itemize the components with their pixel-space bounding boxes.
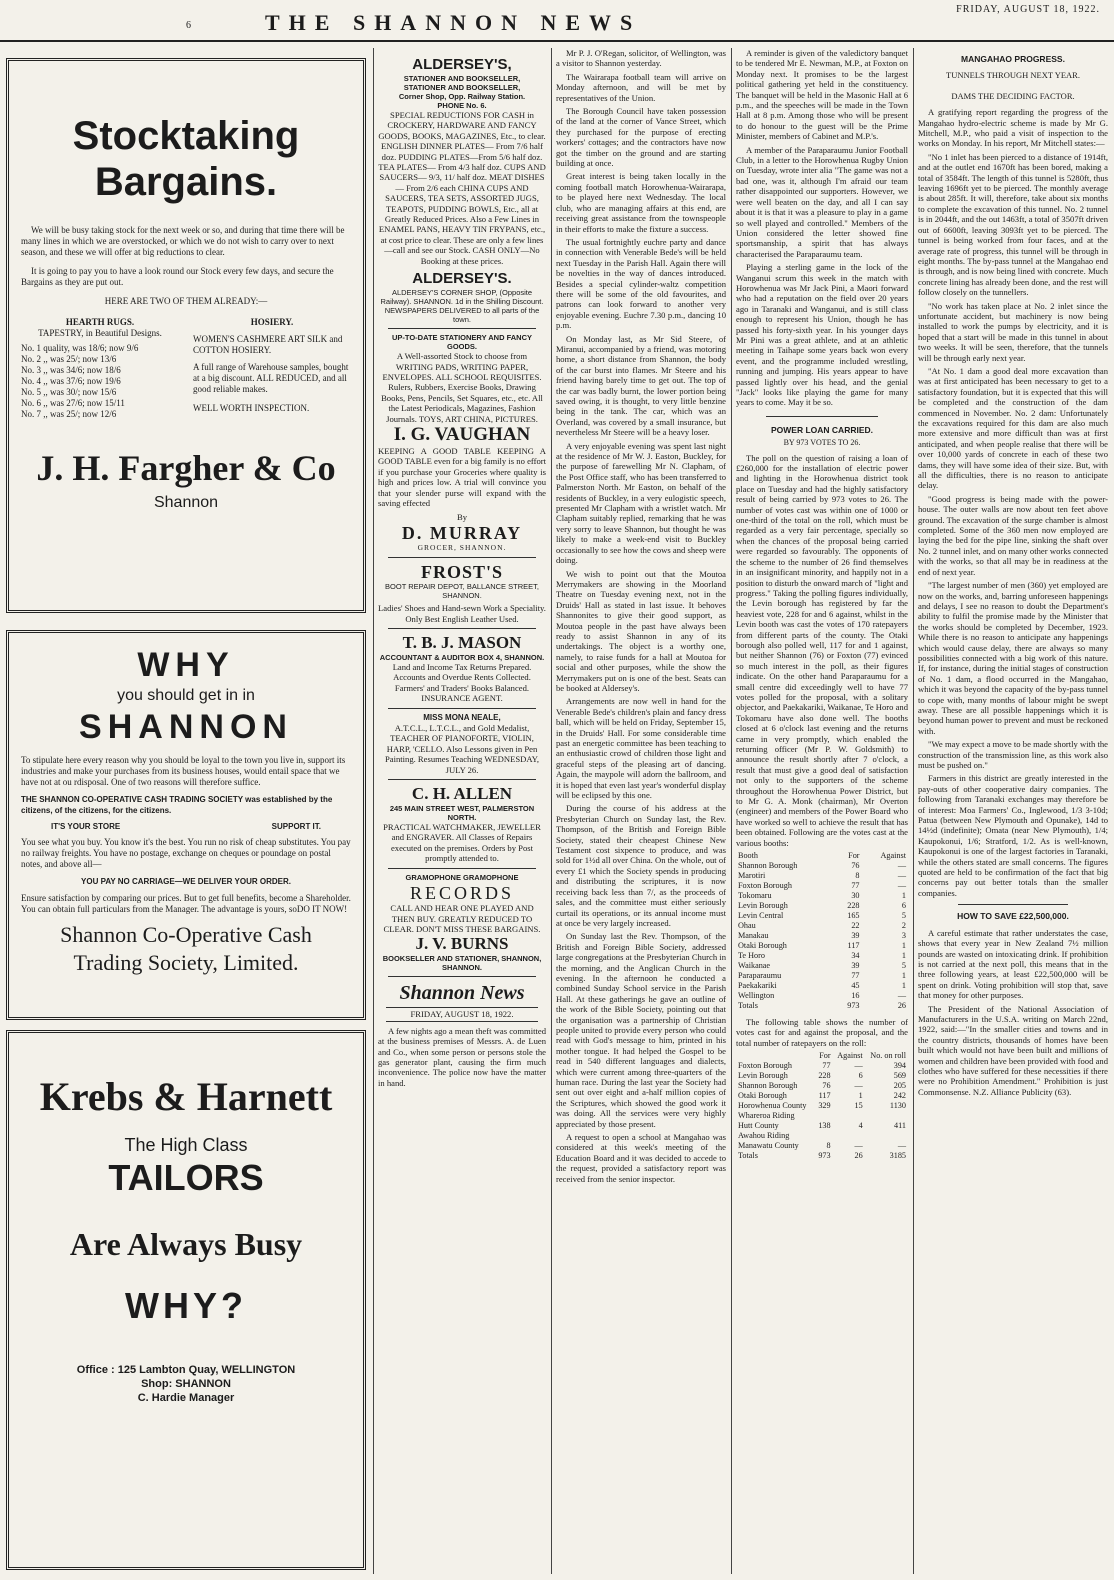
table-cell: 30 [851, 891, 860, 901]
table-cell [815, 1111, 833, 1121]
alderseys-head: ALDERSEY'S, [412, 56, 512, 73]
table-cell: 77 [851, 881, 860, 891]
rug-price-list [21, 343, 179, 420]
power-loan-sub: BY 973 VOTES TO 26. [783, 438, 861, 448]
separator [388, 868, 536, 869]
alderseys-body: SPECIAL REDUCTIONS FOR CASH in CROCKERY, HARDWARE AND FANCY GOODS, BOOKS, MAGAZINES, Etc., to clear. ENGLISH DINNER PLATES— From 7/6 half doz. PUDDING PLATES—From 5/6 half doz. TEA PLATES— From 4/3 half doz. CUPS AND SAUCERS— 9/3, 11/ half doz. MEAT DISHES— From 2/6 each CHINA CUPS AND SAUCERS, TEA SETS, ASSORTED JUGS, TEAPOTS, PUDDING BOWLS, Etc., all at Greatly Reduced Prices. Also a Few Lines in ENAMEL PANS, HEAVY TIN FRYPANS, etc., at cost price to clear. These are only a few lines—call and see our Stock. CASH ONLY—No Booking at these prices. [378, 110, 546, 266]
table-total-row [736, 1151, 908, 1161]
table-cell: Levin Borough [738, 1071, 788, 1081]
rug-price-line: No. 5 ,, was 30/; now 15/6 [21, 387, 117, 397]
separator [388, 976, 536, 977]
col4-paragraph-3: Playing a sterling game in the lock of the Wanganui scrum this week in the match with Horowhenua was Mr Jack Pini, a Maori forward who had a reputation on the field over 20 years ago in Taranaki and Wanganui, and is still class enough to represent his Union, though he has passed his forty-sixth year. In his younger days Mr Pini was a great athlete, and at an athletic meeting in Taihape some years back won every event, and the programme included wrestling, running and jumping. His years appear to have passed lightly over his head, and the genial "Jack" looks like playing the game for many years to come. May it be so. [736, 262, 908, 408]
table-cell: 34 [851, 951, 860, 961]
alderseys-line: Corner Shop, Opp. Railway Station. [398, 92, 526, 101]
table-cell: Levin Borough [738, 901, 788, 911]
mangahao-paragraph-2: "No 1 inlet has been pierced to a distance of 1914ft, and at the outlet end 1670ft has been bored, making a total of 3584ft. The length of this tunnel is 5280ft, thus leaving 1696ft yet to be pierced. The monthly average is about 285ft. It will, therefore, take about six months to complete the excavation of this tunnel. No. 2 tunnel is in 2044ft, and the out 1463ft, a total of 3507ft driven out of 6600ft, leaving 3093ft yet to be pierced. The tunnel is being worked from four faces, and at the average rate of progress, this tunnel will be through in eight months. The by-pass tunnel at the Mangahao end is through, and is now being lined with concrete. Much concrete lining has already been done, and the rest will follow closely on the tunnellers. [918, 151, 1108, 298]
table-cell: 165 [847, 911, 860, 921]
news-paragraph-9: Arrangements are now well in hand for the Venerable Bede's children's plain and fancy dress ball, which will be held on Friday, September 15, in the Druids' Hall. For some considerable time past an energetic committee has been teaching to an enthusiastic crowd of children those light and graceful steps of the pleasing art of dancing. Again, the maypole will adorn the ballroom, and it is hoped that even last year's wonderful display will be eclipsed by this one. [556, 696, 726, 801]
table-row [736, 1111, 908, 1121]
table-cell: — [854, 1141, 863, 1151]
news-paragraph-6: On Monday last, as Mr Sid Steere, of Miranui, accompanied by a friend, was motoring home, a short distance from Shannon, the body of the car burst into flames. Mr Steere and his friend having barely time to get out. The top of the car was badly burnt, the lower portion being saved owing, it is thought, to very little benzine being in the tank. The car, which was an Overland, was covered by a small insurance, but nevertheless Mr Steere will be a heavy loser. [556, 333, 726, 438]
table-cell: 3185 [889, 1151, 906, 1161]
murray-sub: GROCER, SHANNON. [417, 542, 507, 552]
coop-para-3: You see what you buy. You know it's the best. You run no risk of cheap substitutes. You pay no railway freights. You have no postage, exchange on cheques or poundage on postal notes, and above all— [21, 837, 351, 869]
separator [388, 628, 536, 629]
alderseys-line: STATIONER AND BOOKSELLER, [403, 74, 521, 83]
mangahao-paragraph-8: Farmers in this district are greatly interested in the pay-outs of other cooperative dairy companies. The following from Taranaki exchanges may therefore be of interest: Moa Farmers' Co., Inglewood, 1/3 3-10d; Patua (between New Plymouth and Opunake), 14d to 14½d (indefinite); Omata (near New Plymouth), 1/4; Kaupokonui, 1/6; Stratford, 1/2. As is well-known, Kaupokonui is one of the largest factories in Taranaki, while the others stated are small concerns. The figures quoted are held to be confirmation of the fact that big concerns pay out better totals than the smaller companies. [918, 773, 1108, 898]
table-cell: Levin Central [738, 911, 784, 921]
mason-sub: ACCOUNTANT & AUDITOR BOX 4, SHANNON. [379, 653, 545, 662]
table-cell: 76 [822, 1081, 831, 1091]
news-paragraph-10: During the course of his address at the Presbyterian Church on Sunday last, the Rev. Thompson, of the British and Foreign Bible Society, stated their cheapest Chinese New Testament cost sixpence to produce, and was sold for 1½d all over China. On the whole, out of every £1 which the Society spends in producing and distributing the scriptures, it is now receiving back less than 7/, as the proceeds of sales, and the committee must either seriously curtail its operations, or its annual income must at once be very largely increased. [556, 803, 726, 928]
table-cell: 1 [901, 971, 906, 981]
table-cell: 26 [897, 1001, 906, 1011]
mangahao-sub-1: TUNNELS THROUGH NEXT YEAR. [946, 70, 1080, 81]
your-store: IT'S YOUR STORE [51, 822, 121, 831]
save-article [918, 928, 1108, 1098]
masthead-date: FRIDAY, AUGUST 18, 1922. [956, 4, 1100, 15]
table-row [736, 921, 908, 931]
coop-ad [6, 630, 366, 1020]
news-paragraph-12: A request to open a school at Mangahao was considered at this week's meeting of the Education Board and it was decided to accede to the request, provided a satisfactory report was received from the senior inspector. [556, 1132, 726, 1184]
krebs-shop: Shop: SHANNON [141, 1378, 231, 1390]
table-cell: 411 [894, 1121, 906, 1131]
table-row [736, 1071, 908, 1081]
table-cell: 973 [818, 1151, 831, 1161]
table-cell: 228 [818, 1071, 831, 1081]
records-head: RECORDS [409, 883, 515, 904]
table-cell: Otaki Borough [738, 1091, 787, 1101]
local-ads-column [378, 48, 546, 1574]
table-cell [736, 1051, 815, 1061]
table-cell: Foxton Borough [738, 881, 792, 891]
tapestry-line: TAPESTRY, in Beautiful Designs. [38, 328, 162, 338]
news-paragraph-11: On Sunday last the Rev. Thompson, of the British and Foreign Bible Society, addressed large congregations at the Presbyterian Church in the morning, and the Anglican Church in the evening. In the afternoon he conducted a combined Sunday School service in the Parish Hall. At these gatherings he gave an outline of the work of the Bible Society, pointing out that the organisation was a partnership of Christian people united to provide every person who could read with God's message to him, printed in his mother tongue. It had helped the Gospel to be read in 540 different languages and dialects, which were current among three-quarters of the human race. During the last year the Society had sent out over eight and a-half million copies of the Scriptures, which showed the good work it was doing. All the services were very highly appreciated by those present. [556, 931, 726, 1129]
hearth-rugs-heading: HEARTH RUGS. [65, 317, 135, 327]
table-cell: Manakau [738, 931, 769, 941]
table-cell: Totals [738, 1001, 758, 1011]
table-cell: — [897, 991, 906, 1001]
neale-body: A.T.C.L., L.T.C.L., and Gold Medalist, TEACHER OF PIANOFORTE, VIOLIN, HARP, 'CELLO. Also Lessons given in Pen Painting. Resumes Teaching WEDNESDAY, JULY 26. [384, 723, 539, 775]
krebs-ad [6, 1030, 366, 1570]
table-cell: 3 [901, 931, 906, 941]
vaughan-head: I. G. VAUGHAN [393, 423, 531, 445]
news-paragraph-5: The usual fortnightly euchre party and dance in connection with Venerable Bede's will be held next Tuesday in the Parish Hall. Again there will be novelties in the way of dances introduced. Besides a special cylinder-waltz competition there will be some of the old favourites, and patrons can look forward to another very enjoyable evening. Euchre 7.30 p.m., dancing 10 p.m. [556, 236, 726, 331]
hosiery-sub: WOMEN'S CASHMERE ART SILK and COTTON HOSIERY. [193, 334, 343, 355]
table-row [736, 951, 908, 961]
here-are-heading: HERE ARE TWO OF THEM ALREADY:— [104, 296, 268, 306]
table-cell: Shannon Borough [738, 861, 798, 871]
burns-sub: BOOKSELLER AND STATIONER, SHANNON, SHANNON. [382, 954, 542, 973]
table-cell: 1 [858, 1091, 863, 1101]
table-cell: — [897, 881, 906, 891]
table-cell: 394 [893, 1061, 906, 1071]
coop-para-4: YOU PAY NO CARRIAGE—WE DELIVER YOUR ORDER. [81, 877, 291, 886]
alderseys-line: STATIONER AND BOOKSELLER, [403, 83, 521, 92]
save-paragraph-1: A careful estimate that rather understates the case, shows that every year in New Zealand 7½ million pounds are wasted on intoxicating drink. If prohibition is not carried at the next poll, this means that in the three following years, at least £22,500,000 will be spent on drink. Voting prohibition will stop that, save that money for other purposes. [918, 927, 1108, 1001]
news-paragraph-4: Great interest is being taken locally in the coming football match Horowhenua-Wairarapa, to be played here next Wednesday. The local club, who are managing affairs at this end, are receiving great assistance from the townspeople in their efforts to make the fixture a success. [556, 171, 726, 234]
save-paragraph-2: The President of the National Association of Manufacturers in the U.S.A. writing on March 22nd, 1922, said:—"In the smaller cities and towns and in the country districts, thousands of homes have been built which would not have been built and millions of women and children have been provided with food and clothes who have suffered for these necessities if there were no Prohibition Amendment." Prohibition is just Commonsense. N.Z. Alliance Publicity (63). [918, 1003, 1108, 1097]
alderseys-2-head: ALDERSEY'S. [412, 270, 512, 288]
table-cell: 228 [847, 901, 860, 911]
column-rule-3 [731, 48, 732, 1574]
vaughan-body: KEEPING A GOOD TABLE KEEPING A GOOD TABLE even for a big family is no effort if you purchase your Groceries where quality is high and prices low. A trial will convince you that your slender purse will expand with the saving effected [378, 445, 546, 508]
mangahao-sub-2: DAMS THE DECIDING FACTOR. [951, 90, 1075, 101]
table-cell: Te Horo [738, 951, 765, 961]
alderseys-lines [378, 74, 546, 110]
rug-price-line: No. 4 ,, was 37/6; now 19/6 [21, 376, 121, 386]
hosiery-text: A full range of Warehouse samples, bought at a big discount. ALL REDUCED, and all good reliable makes. [193, 362, 349, 394]
bargains-headline: Bargains. [94, 160, 278, 204]
table-cell: Against [837, 1051, 863, 1061]
stationery-body: A Well-assorted Stock to choose from WRITING PADS, WRITING PAPER, ENVELOPES. ALL SCHOOL REQUISITES. Rulers, Rubbers, Exercise Books, Drawing Books, Pens, Pencils, Set Squares, etc., etc. All the Latest Periodicals, Magazines, Fashion Journals. TOYS, ART CHINA, PICTURES. [381, 351, 543, 424]
stocktaking-intro: We will be busy taking stock for the next week or so, and during that time there will be many lines in which we are overstocked, or which we do not wish to carry over to next season, and these we will offer at big reductions to clear. [21, 225, 345, 257]
table-cell: For [819, 1051, 831, 1061]
table-cell: — [854, 1081, 863, 1091]
gramophone-line: GRAMOPHONE GRAMOPHONE [405, 872, 519, 882]
table-cell: 45 [851, 981, 860, 991]
mangahao-paragraph-5: "Good progress is being made with the power-house. The outer walls are now about ten feet above ground. The excavation of the surge chamber is almost completed. Some of the 360 men now employed are laying the bed for the pipe line, sinking the shaft over No. 2 tunnel inlet, and on many other works connected with the works, so that all may be in readiness at the end of next year. [918, 493, 1108, 577]
table-row [736, 871, 908, 881]
table-cell: Manawatu County [738, 1141, 799, 1151]
stocktaking-headline: Stocktaking [72, 114, 300, 158]
table-cell: Hutt County [738, 1121, 779, 1131]
col4-paragraph-1: A reminder is given of the valedictory banquet to be tendered Mr E. Newman, M.P., at Foxton on Monday next. It promises to be the largest political gathering yet held in the constituency. The banquet will be held in the Masonic Hall at 6 p.m., and the speeches will be made in the Town Hall at 8 p.m. Among those who will be present to do honour to the guest will be the Prime Minister, members of Cabinet and M.P.'s. [736, 48, 908, 142]
news-paragraph-2: The Wairarapa football team will arrive on Monday afternoon, and will be met by representatives of the Union. [556, 71, 726, 103]
newspaper-title: THE SHANNON NEWS [265, 10, 642, 35]
table-row [736, 1061, 908, 1071]
table-cell: 4 [858, 1121, 863, 1131]
table-cell: 1 [901, 891, 906, 901]
power-loan-article [736, 453, 908, 848]
mangahao-paragraph-4: "At No. 1 dam a good deal more excavation than was at first anticipated has been necessary to get to a satisfactory foundation, but it is expected that this will be completed and the construction of the dam commenced in November. No. 2 dam: Unfortunately the excavations required for this dam are also much more extensive and more difficult than was at first anticipated, and when people realise that there will be over 10,000 yards of concrete in each of these two dams, they will have some idea of their size. But, with all the difficulties, there is no reason to anticipate delay. [918, 365, 1108, 491]
table-cell: 15 [854, 1101, 863, 1111]
news-paragraph-8: We wish to point out that the Moutoa Merrymakers are showing in the Moorland Theatre on Tuesday evening next, not in the Druids' Hall as stated in last issue. It behoves Shannonites to give their good support, as Moutoa people in the past have always been ready to assist Shannon in any of its undertakings. The object is a worthy one, namely, to raise funds for a hall at Moutoa for social and other purposes, while the show the Merrymakers put on is one of the best. Seats can be booked at Aldersey's. [556, 568, 726, 693]
mangahao-paragraph-7: "We may expect a move to be made shortly with the construction of the transmission line, as this work also must be pushed on." [918, 739, 1108, 770]
power-paragraph-1: The poll on the question of raising a loan of £260,000 for the installation of electric power and lighting in the Horowhenua district took place on Tuesday and had the highly satisfactory result of being carried by 973 votes to 26. The number of votes cast was within one of 1000 or one-third of the total on the roll, which must be regarded as a very fair percentage, specially so when the chances of the proposal being carried were regarded so favourably. The opponents of the scheme to the number of 26 find themselves in an insignificant minority, and happily not in a position to disturb the onward march of "light and progress." Taking the polling figures individually, the Levin borough has registered by far the heaviest vote, 228 for and 6 against, whilst in the Levin booth was cast the votes of 170 ratepayers from different parts of the county. The Otaki borough also polled well, 117 for and 1 against, but neither Shannon (76) or Foxton (77) evinced so much interest in the poll, as their figures indicate. On the other hand Paraparaumu for a small centre did exceedingly well to have 77 votes polled for the proposal, with a solitary objector, and Paekakariki, Waikanae, Te Horo and Tokomaru have also done well. The booths closed at 6 o'clock last evening and the returns came in very promptly, which enabled the returning officer (Mr P. W. Goldsmith) to announce the result shortly after 7 o'clock, a result that must give a good deal of satisfaction not only to the supporters of the scheme throughout the Horowhenua Power District, but to Mr G. A. Monk (chairman), Mr Overton (engineer) and members of the Power Board who have worked so well to achieve the result that has been obtained. Following are the votes cast at the various booths: [736, 452, 908, 848]
table-row [736, 991, 908, 1001]
table-row [736, 1091, 908, 1101]
table-cell: Foxton Borough [738, 1061, 792, 1071]
page-mark: 6 [186, 20, 191, 31]
krebs-office: Office : 125 Lambton Quay, WELLINGTON [76, 1364, 296, 1376]
table-cell [865, 1131, 908, 1141]
table-cell [865, 1111, 908, 1121]
table-cell: Horowhenua County [738, 1101, 807, 1111]
separator [958, 904, 1068, 905]
table-cell: 6 [858, 1071, 863, 1081]
table-cell: 6 [901, 901, 906, 911]
table-cell [833, 1131, 865, 1141]
shannon-headline: SHANNON [79, 708, 293, 746]
coop-name-2: Trading Society, Limited. [73, 950, 299, 975]
table-cell: Tokomaru [738, 891, 772, 901]
table-cell [833, 1111, 865, 1121]
separator [388, 708, 536, 709]
table-cell: Whareroa Riding [738, 1111, 795, 1121]
table-row [736, 971, 908, 981]
table-cell: 76 [851, 861, 860, 871]
table-cell: 138 [818, 1121, 831, 1131]
column-rule-1 [373, 48, 374, 1574]
separator [766, 416, 878, 417]
stationery-head: UP-TO-DATE STATIONERY AND FANCY GOODS. [391, 333, 532, 352]
frost-head: FROST'S [420, 562, 504, 583]
table-header-row [736, 1051, 908, 1061]
table-cell: 1 [901, 981, 906, 991]
krebs-high-class: The High Class [124, 1135, 248, 1155]
table-cell: — [854, 1061, 863, 1071]
neale-head: MISS MONA NEALE, [423, 712, 501, 722]
alderseys-2-body: ALDERSEY'S CORNER SHOP, (Opposite Railway). SHANNON. 1d in the Shilling Discount. NEWSPAPERS DELIVERED to all parts of the town. [380, 288, 544, 325]
table-cell: 8 [826, 1141, 831, 1151]
table-cell: 1 [901, 951, 906, 961]
burns-head: J. V. BURNS [415, 934, 509, 954]
table-cell: 1130 [889, 1101, 906, 1111]
worth-inspection: WELL WORTH INSPECTION. [193, 403, 310, 413]
separator [388, 779, 536, 780]
table-cell: 77 [851, 971, 860, 981]
frost-sub: BOOT REPAIR DEPOT, BALLANCE STREET, SHANNON. [385, 582, 539, 601]
table-cell: 569 [893, 1071, 906, 1081]
rug-price-line: No. 7 ,, was 25/; now 12/6 [21, 409, 117, 419]
rug-price-line: No. 1 quality, was 18/6; now 9/6 [21, 343, 139, 353]
krebs-manager: C. Hardie Manager [137, 1392, 235, 1404]
by-label: By [456, 512, 468, 523]
news-paragraph-1: Mr P. J. O'Regan, solicitor, of Wellington, was a visitor to Shannon yesterday. [556, 48, 726, 69]
table-cell: 1 [901, 941, 906, 951]
krebs-busy: Are Always Busy [69, 1226, 303, 1262]
column-4-news [736, 48, 908, 408]
table-cell: — [897, 861, 906, 871]
table-cell: Ohau [738, 921, 756, 931]
separator [388, 328, 536, 329]
table-cell: 117 [818, 1091, 831, 1101]
table-cell: 117 [847, 941, 860, 951]
table-row [736, 961, 908, 971]
table-cell: 329 [818, 1101, 831, 1111]
hosiery-heading: HOSIERY. [250, 317, 294, 327]
col4-paragraph-2: A member of the Paraparaumu Junior Football Club, in a letter to the Horowhenua Rugby Union on Tuesday, wrote inter alia "The game was not a bad one, was it, although I'm afraid our team rather disappointed our supporters. However, we were well beaten on the day, and all I can say about it is that it was a pleasure to play in a game so well played and controlled." Members of the Union considered the letter showed fine sportsmanship, a spirit that has always characterised the Paraparaumu team. [736, 144, 908, 259]
news-paragraph-7: A very enjoyable evening was spent last night at the residence of Mr W. J. Easton, Buckley, for the purpose of farewelling Mr N. Clapham, of the Post Office staff, who has been transferred to Palmerston North. Mr Easton, on behalf of the residents of Buckley, in a very eulogistic speech, presented Mr Clapham with a wristlet watch. Mr Clapham suitably replied, remarking that he was very sorry to leave Shannon, but thought he was likely to make a week-end visit to Buckley occasionally to see how the cows and sheep were doing. [556, 440, 726, 566]
table-row [736, 881, 908, 891]
krebs-name: Krebs & Harnett [39, 1074, 333, 1119]
table-cell: — [897, 871, 906, 881]
column-rule-4 [913, 48, 914, 1574]
table-cell: 8 [855, 871, 860, 881]
stocktaking-intro-2: It is going to pay you to have a look round our Stock every few days, and secure the Bargains as they are put out. [21, 266, 334, 287]
separator [388, 557, 536, 558]
krebs-why: WHY? [125, 1285, 247, 1326]
table-cell: Paekakariki [738, 981, 777, 991]
table-cell: — [897, 1141, 906, 1151]
rug-price-line: No. 3 ,, was 34/6; now 18/6 [21, 365, 121, 375]
roll-intro: The following table shows the number of votes cast for and against the proposal, and the total number of ratepayers on the roll: [736, 1017, 908, 1048]
support-it: SUPPORT IT. [271, 822, 321, 831]
booth-votes-table [736, 851, 908, 1011]
local-news-column [556, 48, 726, 1574]
fargher-name: J. H. Fargher & Co [36, 448, 336, 488]
krebs-tailors: TAILORS [108, 1157, 264, 1198]
mangahao-paragraph-1: A gratifying report regarding the progress of the Mangahao hydro-electric scheme is made by Mr G. Mitchell, M.P., who paid a visit of inspection to the works on Monday. In his report, Mr Mitchell states:— [918, 107, 1108, 149]
table-cell: Awahou Riding [738, 1131, 790, 1141]
column-rule-2 [551, 48, 552, 1574]
table-cell: 5 [901, 961, 906, 971]
table-cell: 22 [851, 921, 860, 931]
table-cell: No. on roll [870, 1051, 906, 1061]
table-cell: Totals [738, 1151, 758, 1161]
table-cell: 205 [893, 1081, 906, 1091]
power-loan-heading: POWER LOAN CARRIED. [771, 424, 873, 435]
power-loan-column [736, 48, 908, 1574]
coop-para-5: Ensure satisfaction by comparing our prices. But to get full benefits, become a Shareholder. You can obtain full particulars from the Manager. The advantage is yours, soDO IT NOW! [21, 893, 351, 914]
coop-name-1: Shannon Co-Operative Cash [60, 922, 312, 947]
table-total-row [736, 1001, 908, 1011]
table-row [736, 1131, 908, 1141]
table-row [736, 931, 908, 941]
table-row [736, 861, 908, 871]
stocktaking-ad [6, 58, 366, 613]
records-body: CALL AND HEAR ONE PLAYED AND THEN BUY. GREATLY REDUCED TO CLEAR. DON'T MISS THESE BARGAINS. [383, 903, 541, 934]
rug-price-line: No. 6 ,, was 27/6; now 15/11 [21, 398, 125, 408]
coop-para-2: THE SHANNON CO-OPERATIVE CASH TRADING SOCIETY was established by the citizens, of the citizens, for the citizens. [21, 795, 333, 815]
table-cell: 973 [847, 1001, 860, 1011]
table-row [736, 911, 908, 921]
why-sub: you should get in in [117, 687, 255, 704]
fargher-town: Shannon [153, 494, 219, 511]
rug-price-line: No. 2 ,, was 25/; now 13/6 [21, 354, 117, 364]
table-row [736, 941, 908, 951]
mangahao-paragraph-6: "The largest number of men (360) yet employed are now on the works, and, barring unforeseen happenings and delays, I see no reason to doubt the Department's ability to fulfil the promise made by the Minister that the works should be completed by December, 1923. While there is no reason to anticipate any happenings which would cause delay, there are always so many possibilities connected with a big work of this nature. If, for instance, during the initial stages of construction of No. 1 dam, a flood occurred in the Mangahao, which it was beyond the capacity of the by-pass tunnel to cope with, many months of labour might be swept away. These are all possible happenings which it is beyond human power to prevent and must be reckoned with. [918, 580, 1108, 736]
table-cell: 16 [851, 991, 860, 1001]
murray-head: D. MURRAY [401, 522, 523, 543]
mangahao-paragraph-3: "No work has taken place at No. 2 inlet since the unfortunate accident, but machinery is now being installed to work the pumps by electricity, and it is hoped that a start will be made in this tunnel in about two weeks. It will be seen, therefore, that the tunnels will be through early next year. [918, 300, 1108, 363]
shannon-news-date: FRIDAY, AUGUST 18, 1922. [386, 1007, 538, 1021]
coop-para-1: To stipulate here every reason why you should be loyal to the town you live in, support its industries and make your purchases from its business houses, would entail space that we have not at ou rdisposal. One of two reasons will therefore suffice. [21, 755, 346, 787]
table-row [736, 1101, 908, 1111]
table-row [736, 1141, 908, 1151]
why-headline: WHY [137, 646, 235, 684]
mason-body: Land and Income Tax Returns Prepared. Accounts and Overdue Rents Collected. Farmers' and Traders' Books Balanced. INSURANCE AGENT. [392, 662, 532, 704]
save-heading: HOW TO SAVE £22,500,000. [957, 911, 1069, 922]
table-cell [815, 1131, 833, 1141]
table-cell: Waikanae [738, 961, 771, 971]
allen-body: PRACTICAL WATCHMAKER, JEWELLER and ENGRAVER. All Classes of Repairs executed on the premises. Orders by Post promptly attended to. [383, 822, 541, 864]
table-cell: 26 [854, 1151, 863, 1161]
table-cell: Wellington [738, 991, 775, 1001]
table-cell: 77 [822, 1061, 831, 1071]
shannon-news-title: Shannon News [399, 982, 525, 1005]
allen-sub: 245 MAIN STREET WEST, PALMERSTON NORTH. [389, 804, 535, 823]
table-cell: 5 [901, 911, 906, 921]
table-row [736, 1121, 908, 1131]
table-cell: 2 [901, 921, 906, 931]
table-cell: Shannon Borough [738, 1081, 798, 1091]
news-paragraph-3: The Borough Council have taken possession of the land at the corner of Vance Street, which they purchased for the purpose of erecting workers' cottages; and the contractors have now got the timber on the ground and are starting building at once. [556, 106, 726, 169]
table-header-row [736, 851, 908, 861]
table-cell: Otaki Borough [738, 941, 787, 951]
mangahao-column [918, 48, 1108, 1574]
table-cell: Marotiri [738, 871, 766, 881]
masthead [0, 0, 1114, 42]
table-row [736, 901, 908, 911]
table-row [736, 1081, 908, 1091]
mangahao-heading: MANGAHAO PROGRESS. [961, 54, 1065, 64]
table-cell: Against [880, 851, 906, 861]
allen-head: C. H. ALLEN [411, 784, 513, 804]
table-cell: Paraparaumu [738, 971, 782, 981]
table-row [736, 891, 908, 901]
roll-votes-table [736, 1051, 908, 1161]
alderseys-line: PHONE No. 6. [437, 101, 487, 110]
theft-paragraph: A few nights ago a mean theft was committed at the business premises of Messrs. A. de Luen and Co., when some person or persons stole the gas generator plant, causing the firm much inconvenience. The police now have the matter in hand. [378, 1025, 546, 1088]
table-cell: 39 [851, 931, 860, 941]
table-cell: 39 [851, 961, 860, 971]
mangahao-article [918, 107, 1108, 898]
table-row [736, 981, 908, 991]
table-cell: Booth [738, 851, 759, 861]
table-cell: For [848, 851, 860, 861]
frost-body: Ladies' Shoes and Hand-sewn Work a Speciality. Only Best English Leather Used. [378, 603, 546, 624]
mason-head: T. B. J. MASON [402, 633, 522, 652]
table-cell: 242 [893, 1091, 906, 1101]
